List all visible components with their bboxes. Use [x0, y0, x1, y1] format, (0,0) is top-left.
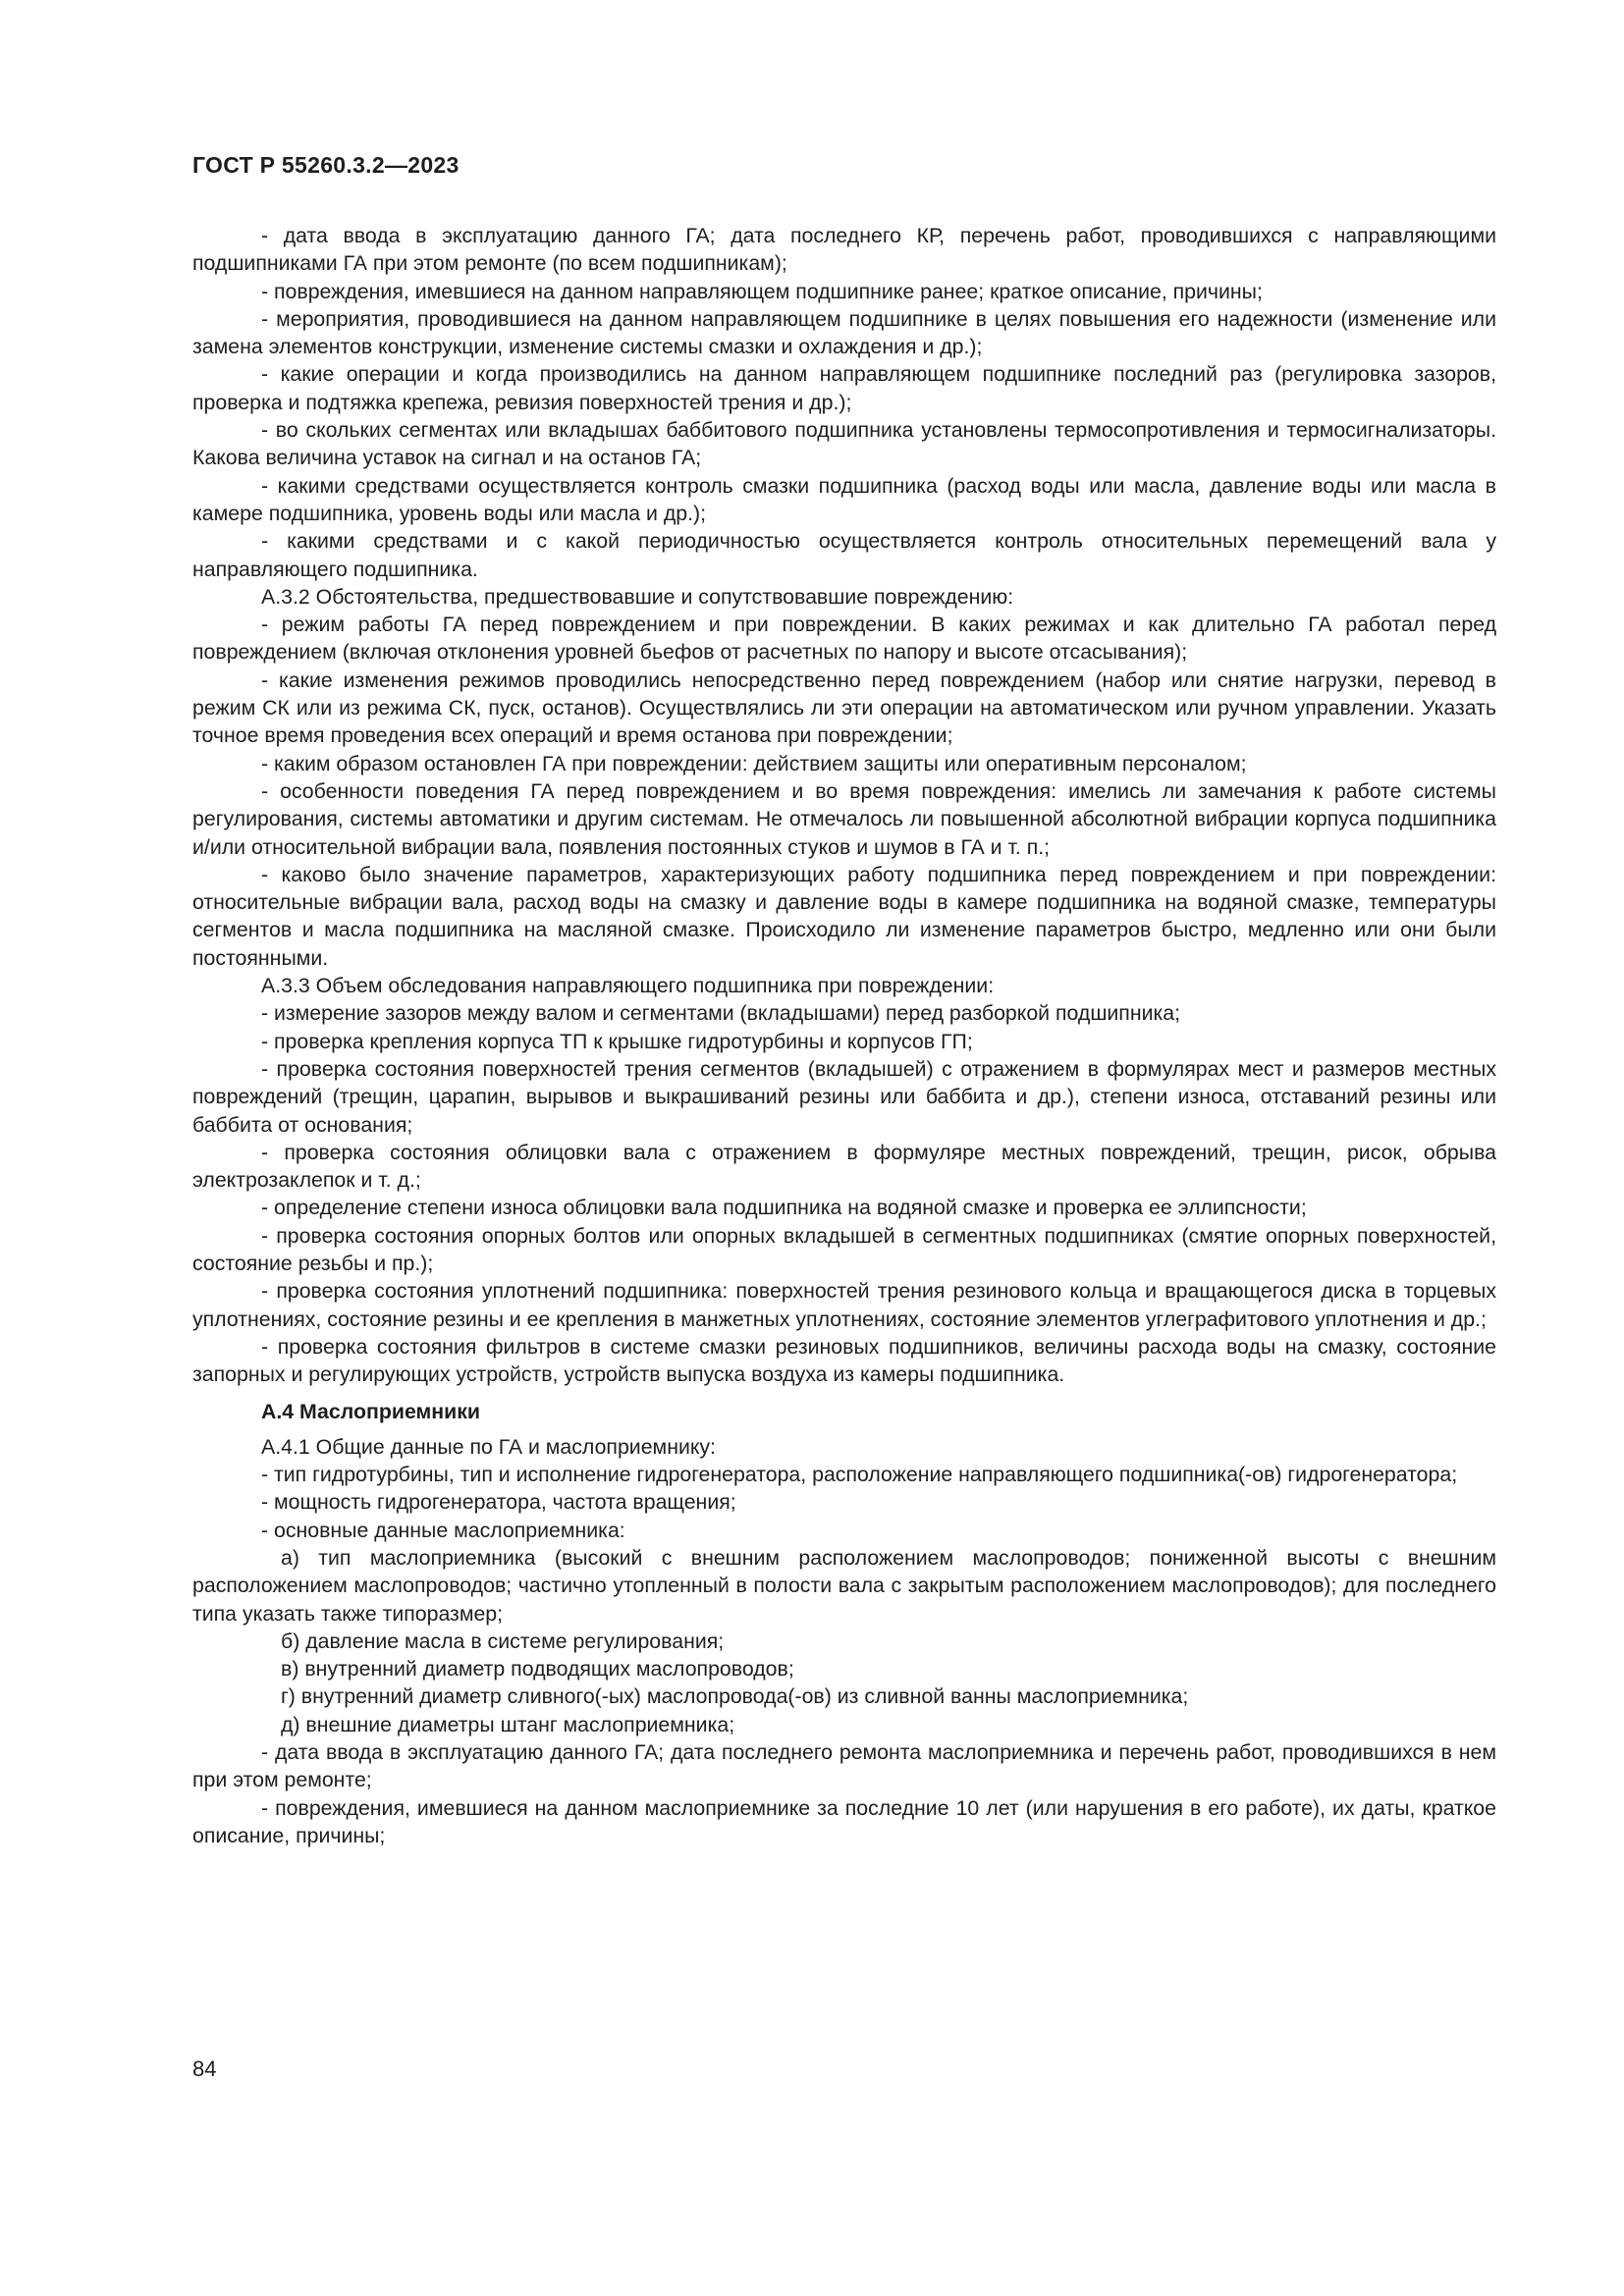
- list-item: - повреждения, имевшиеся на данном направляющем подшипнике ранее; краткое описание, причины;: [261, 279, 1263, 303]
- sub-list-item: а) тип маслоприемника (высокий с внешним расположением маслопроводов; пониженной высоты с внешним расположением маслопроводов; частично утопленный в полости вала с закрытым расположением маслопроводов); для последнего типа указать также типоразмер;: [192, 1545, 1496, 1626]
- document-body: [192, 222, 1496, 1849]
- page-number: 84: [192, 2056, 217, 2081]
- list-item: - какими средствами и с какой периодичностью осуществляется контроль относительных перемещений вала у направляющего подшипника.: [192, 529, 1496, 581]
- list-item: - проверка состояния уплотнений подшипника: поверхностей трения резинового кольца и вращающегося диска в торцевых уплотнениях, состояние резины и ее крепления в манжетных уплотнениях, состояние элементов углеграфитового уплотнения и др.;: [192, 1279, 1496, 1331]
- list-item: - мероприятия, проводившиеся на данном направляющем подшипнике в целях повышения его надежности (изменение или замена элементов конструкции, изменение системы смазки и охлаждения и др.);: [192, 306, 1496, 359]
- list-item: - повреждения, имевшиеся на данном маслоприемнике за последние 10 лет (или нарушения в его работе), их даты, краткое описание, причины;: [192, 1795, 1496, 1847]
- list-item: - какие операции и когда производились на данном направляющем подшипнике последний раз (регулировка зазоров, проверка и подтяжка крепежа, ревизия поверхностей трения и др.);: [192, 362, 1496, 414]
- sub-list-item: в) внутренний диаметр подводящих маслопроводов;: [281, 1657, 794, 1682]
- list-item: - дата ввода в эксплуатацию данного ГА; дата последнего КР, перечень работ, проводившихся с направляющими подшипниками ГА при этом ремонте (по всем подшипникам);: [192, 224, 1496, 276]
- list-item: - проверка крепления корпуса ТП к крышке гидротурбины и корпусов ГП;: [261, 1029, 973, 1053]
- list-item: - каким образом остановлен ГА при повреждении: действием защиты или оперативным персоналом;: [261, 751, 1247, 775]
- sub-list-item: б) давление масла в системе регулирования;: [281, 1629, 725, 1653]
- sub-list-item: д) внешние диаметры штанг маслоприемника;: [281, 1712, 735, 1736]
- list-item: - дата ввода в эксплуатацию данного ГА; дата последнего ремонта маслоприемника и перечень работ, проводившихся в нем при этом ремонте;: [192, 1740, 1496, 1792]
- clause-a-4-1: А.4.1 Общие данные по ГА и маслоприемнику:: [261, 1434, 716, 1459]
- list-item: - какие изменения режимов проводились непосредственно перед повреждением (набор или снятие нагрузки, перевод в режим СК или из режима СК, пуск, останов). Осуществлялись ли эти операции на автоматическом или ручном управлении. Указать точное время проведения всех операций и время останова при повреждении;: [192, 667, 1496, 748]
- list-item: - особенности поведения ГА перед повреждением и во время повреждения: имелись ли замечания к работе системы регулирования, системы автоматики и другим системам. Не отмечалось ли повышенной абсолютной вибрации корпуса подшипника и/или относительной вибрации вала, появления постоянных стуков и шумов в ГА и т. п.;: [192, 778, 1496, 859]
- list-item: - мощность гидрогенератора, частота вращения;: [261, 1490, 736, 1515]
- list-item: - тип гидротурбины, тип и исполнение гидрогенератора, расположение направляющего подшипника(-ов) гидрогенератора;: [261, 1463, 1458, 1487]
- list-item: - проверка состояния опорных болтов или опорных вкладышей в сегментных подшипниках (смятие опорных поверхностей, состояние резьбы и пр.);: [192, 1223, 1496, 1275]
- list-item: - во скольких сегментах или вкладышах баббитового подшипника установлены термосопротивления и термосигнализаторы. Какова величина уставок на сигнал и на останов ГА;: [192, 418, 1496, 470]
- list-item: - проверка состояния фильтров в системе смазки резиновых подшипников, величины расхода воды на смазку, состояние запорных и регулирующих устройств, устройств выпуска воздуха из камеры подшипника.: [192, 1334, 1496, 1387]
- list-item: - режим работы ГА перед повреждением и при повреждении. В каких режимах и как длительно ГА работал перед повреждением (включая отклонения уровней бьефов от расчетных по напору и высоте отсасывания);: [192, 613, 1496, 665]
- list-item: - проверка состояния облицовки вала с отражением в формуляре местных повреждений, трещин, рисок, обрыва электрозаклепок и т. д.;: [192, 1140, 1496, 1193]
- list-item: - основные данные маслоприемника:: [261, 1518, 625, 1542]
- sub-list-item: г) внутренний диаметр сливного(-ых) маслопровода(-ов) из сливной ванны маслоприемника;: [281, 1684, 1189, 1709]
- section-heading: А.4 Маслоприемники: [261, 1400, 480, 1424]
- list-item: - каково было значение параметров, характеризующих работу подшипника перед повреждением и при повреждении: относительные вибрации вала, расход воды на смазку и давление воды в камере подшипника на водяной смазке, температуры сегментов и масла подшипника на масляной смазке. Происходило ли изменение параметров быстро, медленно или они были постоянными.: [192, 862, 1496, 970]
- clause-a-3-3: А.3.3 Объем обследования направляющего подшипника при повреждении:: [261, 974, 995, 998]
- clause-a-3-2: А.3.2 Обстоятельства, предшествовавшие и сопутствовавшие повреждению:: [261, 584, 1014, 609]
- list-item: - измерение зазоров между валом и сегментами (вкладышами) перед разборкой подшипника;: [261, 1001, 1181, 1026]
- list-item: - проверка состояния поверхностей трения сегментов (вкладышей) с отражением в формулярах мест и размеров местных повреждений (трещин, царапин, вырывов и выкрашиваний резины или баббита и др.), степени износа, отставаний резины или баббита от основания;: [192, 1056, 1496, 1137]
- document-header: ГОСТ Р 55260.3.2—2023: [192, 152, 460, 178]
- list-item: - какими средствами осуществляется контроль смазки подшипника (расход воды или масла, давление воды или масла в камере подшипника, уровень воды или масла и др.);: [192, 473, 1496, 525]
- list-item: - определение степени износа облицовки вала подшипника на водяной смазке и проверка ее эллипсности;: [261, 1196, 1307, 1220]
